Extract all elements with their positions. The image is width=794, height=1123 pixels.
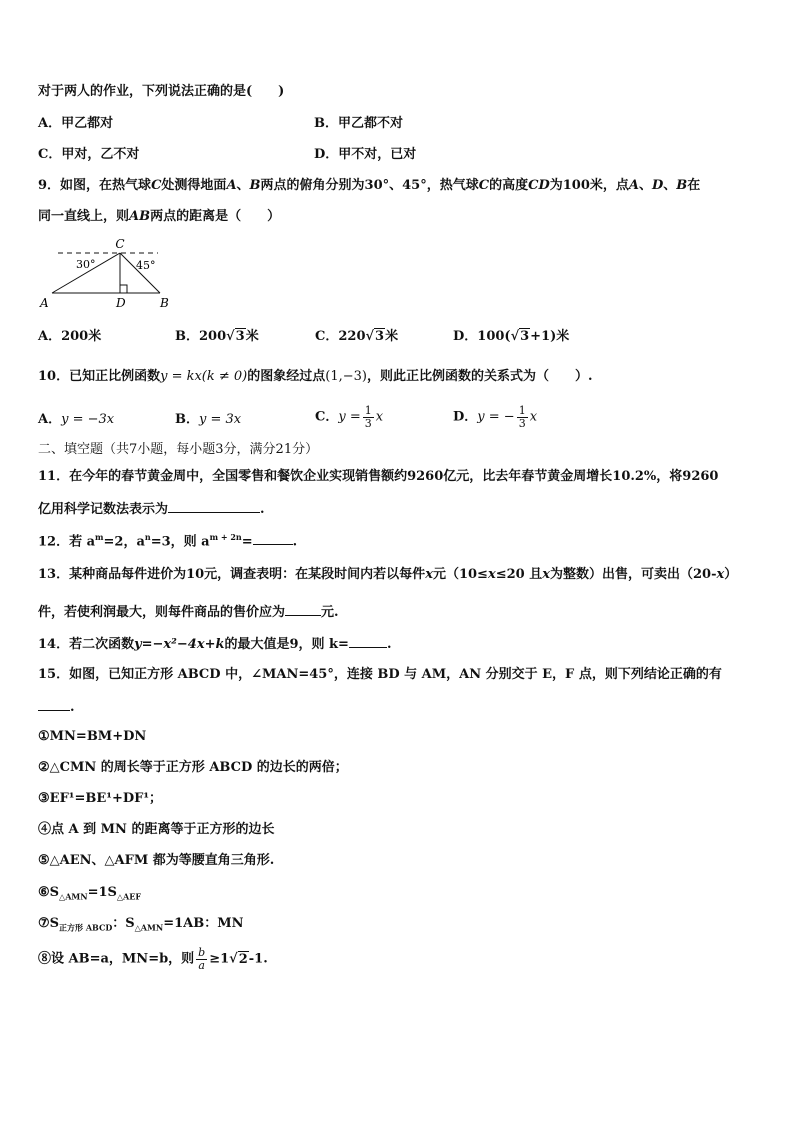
q11-line1: 11．在今年的春节黄金周中，全国零售和餐饮企业实现销售额约9260亿元，比去年春节黄金周增长10.2%，将9260	[38, 469, 719, 484]
q12-answer-blank	[253, 534, 293, 545]
q15-item-8: ⑧设 AB=a，MN=b，则 $\frac{b}{a}$ ≥1√2-1.	[38, 946, 268, 972]
q15-line2: .	[38, 700, 75, 714]
label-a: A	[40, 296, 49, 310]
q15-answer-blank	[38, 700, 70, 711]
q9-stem-line2: 同一直线上，则AB两点的距离是（ ）	[38, 209, 281, 224]
q15-item-6: $⑥S_{\triangle AMN}=1S_{\triangle AEF}$	[38, 885, 142, 902]
q15-item-1: ①MN=BM+DN	[38, 729, 147, 744]
q9-option-b: B．200√3米	[175, 329, 259, 344]
q15-line1: 15．如图，已知正方形 ABCD 中，∠MAN=45°，连接 BD 与 AM，AN 分别交于 E，F 点，则下列结论正确的有	[38, 667, 722, 682]
q15-item-3: ③EF¹=BE¹+DF¹；	[38, 791, 163, 806]
q11-line2: 亿用科学记数法表示为 .	[38, 502, 265, 517]
label-d: D	[116, 296, 126, 310]
label-b: B	[160, 296, 169, 310]
q9-stem-line1: 9．如图，在热气球C处测得地面A、B两点的俯角分别为30°、45°，热气球C的高度CD为100米，点A、D、B在	[38, 178, 701, 193]
q15-item-5: ⑤△AEN、△AFM 都为等腰直角三角形.	[38, 853, 275, 868]
q15-item-7: $⑦S_{正方形 ABCD}$：$S_{\triangle AMN}=1AB$：MN	[38, 916, 244, 933]
q13-line2: 件，若使利润最大，则每件商品的售价应为 元.	[38, 605, 339, 620]
q10-option-c: C．y = $\frac{1}{3}$ x	[315, 404, 384, 430]
q8-option-b: B．甲乙都不对	[314, 116, 403, 131]
hot-air-balloon-figure	[36, 236, 176, 312]
q15-item-2: ②△CMN 的周长等于正方形 ABCD 的边长的两倍；	[38, 760, 348, 775]
section-2-heading: 二、填空题（共7小题，每小题3分，满分21分）	[38, 442, 319, 457]
q10-option-a: A．y = −3x	[38, 412, 115, 427]
q13-answer-blank	[285, 605, 321, 616]
q8-option-c: C．甲对，乙不对	[38, 147, 140, 162]
q10-option-d: D．y = − $\frac{1}{3}$ x	[453, 404, 538, 430]
label-angle-45: 45°	[136, 259, 156, 272]
q14-answer-blank	[349, 637, 387, 648]
right-angle-mark	[120, 285, 127, 293]
label-angle-30: 30°	[76, 258, 96, 271]
q8-option-d: D．甲不对，已对	[314, 147, 417, 162]
q14-stem: 14．若二次函数y=−x²−4x+k的最大值是9，则 k= .	[38, 637, 392, 652]
q15-item-4: ④点 A 到 MN 的距离等于正方形的边长	[38, 822, 275, 837]
q8-stem: 对于两人的作业，下列说法正确的是( )	[38, 84, 285, 99]
q13-line1: 13．某种商品每件进价为10元，调查表明：在某段时间内若以每件x元（10≤x≤20 且x为整数）出售，可卖出（20-x）	[38, 567, 738, 582]
q12-stem: 12．若 $a^m=2$，$a^n=3$，则 $a^{m + 2n}=$ .	[38, 532, 298, 550]
q9-option-c: C．220√3米	[315, 329, 399, 344]
q9-option-d: D．100(√3+1)米	[453, 329, 570, 344]
label-c: C	[115, 237, 125, 251]
q10-stem: 10．已知正比例函数y = kx(k ≠ 0)的图象经过点(1,−3)，则此正比例函数的关系式为（ ）.	[38, 369, 593, 384]
q10-option-b: B．y = 3x	[175, 412, 242, 427]
q9-option-a: A．200米	[38, 329, 102, 344]
q8-option-a: A．甲乙都对	[38, 116, 114, 131]
q11-answer-blank	[168, 502, 260, 513]
